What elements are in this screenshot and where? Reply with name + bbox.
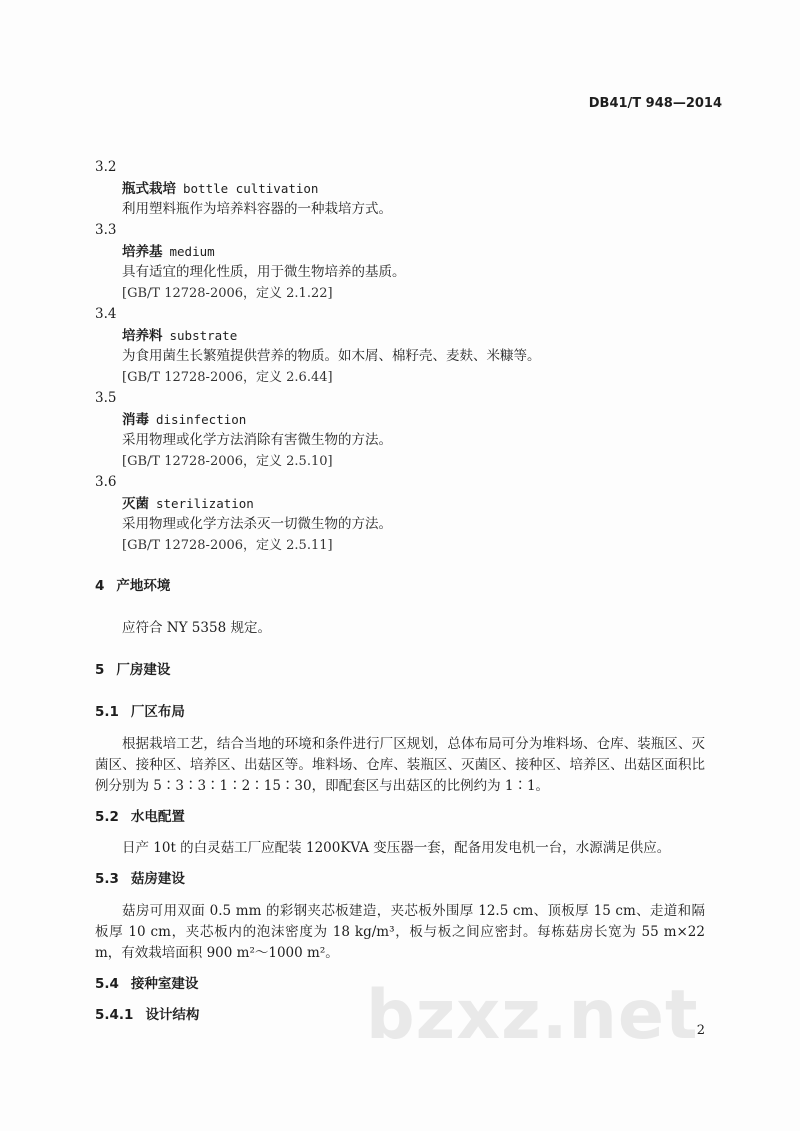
subsection-number: 5.2 — [95, 809, 119, 825]
term-title — [122, 178, 318, 200]
term-source: [GB/T 12728-2006，定义 2.6.44] — [122, 370, 333, 385]
section-number: 5 — [95, 662, 105, 678]
term-source: [GB/T 12728-2006，定义 2.5.11] — [122, 538, 333, 553]
term-definition: 利用塑料瓶作为培养料容器的一种栽培方式。 — [122, 201, 392, 217]
subsection-title: 厂区布局 — [130, 704, 185, 720]
watermark: bzxz.net — [366, 976, 699, 1055]
term-english: sterilization — [156, 496, 254, 511]
subsection-heading — [95, 807, 185, 828]
subsection-heading — [95, 869, 185, 890]
subsection-heading — [95, 702, 185, 723]
subsection-number: 5.3 — [95, 871, 119, 887]
subsection-title: 水电配置 — [130, 809, 185, 825]
subsection-paragraph: 根据栽培工艺，结合当地的环境和条件进行厂区规划，总体布局可分为堆料场、仓库、装瓶区、灭菌区、接种区、培养区、出菇区等。堆料场、仓库、装瓶区、灭菌区、接种区、培养区、出菇区面积比例分别为 5∶3∶3∶1∶2∶15∶30，即配套区与出菇区的比例约为 1∶1。 — [95, 736, 705, 794]
subsection-title: 接种室建设 — [130, 976, 199, 992]
term-definition: 采用物理或化学方法消除有害微生物的方法。 — [122, 432, 392, 448]
term-english: medium — [169, 244, 215, 259]
term-definition: 采用物理或化学方法杀灭一切微生物的方法。 — [122, 516, 392, 532]
section-text: 应符合 NY 5358 规定。 — [122, 620, 271, 636]
term-chinese: 消毒 — [122, 412, 149, 428]
term-number: 3.6 — [95, 474, 117, 490]
section-number: 4 — [95, 578, 105, 594]
term-title — [122, 493, 254, 515]
subsection-title: 菇房建设 — [130, 871, 185, 887]
term-number: 3.4 — [95, 306, 117, 322]
term-source: [GB/T 12728-2006，定义 2.1.22] — [122, 286, 333, 301]
section-heading — [95, 660, 170, 681]
subsection-number: 5.4.1 — [95, 1007, 134, 1023]
section-title: 产地环境 — [116, 578, 171, 594]
document-code: DB41/T 948—2014 — [588, 96, 722, 111]
term-number: 3.2 — [95, 159, 117, 175]
term-number: 3.5 — [95, 390, 117, 406]
subsection-heading — [95, 1005, 199, 1026]
term-english: bottle cultivation — [183, 181, 319, 196]
term-title — [122, 241, 215, 263]
term-english: disinfection — [156, 412, 247, 427]
section-heading — [95, 576, 170, 597]
subsection-number: 5.4 — [95, 976, 119, 992]
term-title — [122, 409, 246, 431]
subsection-number: 5.1 — [95, 704, 119, 720]
subsection-title: 设计结构 — [145, 1007, 200, 1023]
term-definition: 具有适宜的理化性质，用于微生物培养的基质。 — [122, 264, 406, 280]
subsection-paragraph: 日产 10t 的白灵菇工厂应配装 1200KVA 变压器一套，配备用发电机一台，水源满足供应。 — [122, 840, 671, 856]
term-chinese: 瓶式栽培 — [122, 181, 176, 197]
term-number: 3.3 — [95, 222, 117, 238]
term-chinese: 灭菌 — [122, 496, 149, 512]
page-number: 2 — [696, 1023, 705, 1038]
term-chinese: 培养基 — [122, 244, 163, 260]
subsection-heading — [95, 974, 198, 995]
term-source: [GB/T 12728-2006，定义 2.5.10] — [122, 454, 333, 469]
term-definition: 为食用菌生长繁殖提供营养的物质。如木屑、棉籽壳、麦麸、米糠等。 — [122, 348, 541, 364]
term-title — [122, 325, 237, 347]
subsection-paragraph: 菇房可用双面 0.5 mm 的彩钢夹芯板建造，夹芯板外围厚 12.5 cm、顶板厚 15 cm、走道和隔板厚 10 cm，夹芯板内的泡沫密度为 18 kg/m³，板与板之间应密封。每栋菇房长宽为 55 m×22 m，有效栽培面积 900 m²～1000 m²。 — [95, 903, 705, 961]
section-title: 厂房建设 — [116, 662, 171, 678]
term-chinese: 培养料 — [122, 328, 163, 344]
term-english: substrate — [169, 328, 238, 343]
